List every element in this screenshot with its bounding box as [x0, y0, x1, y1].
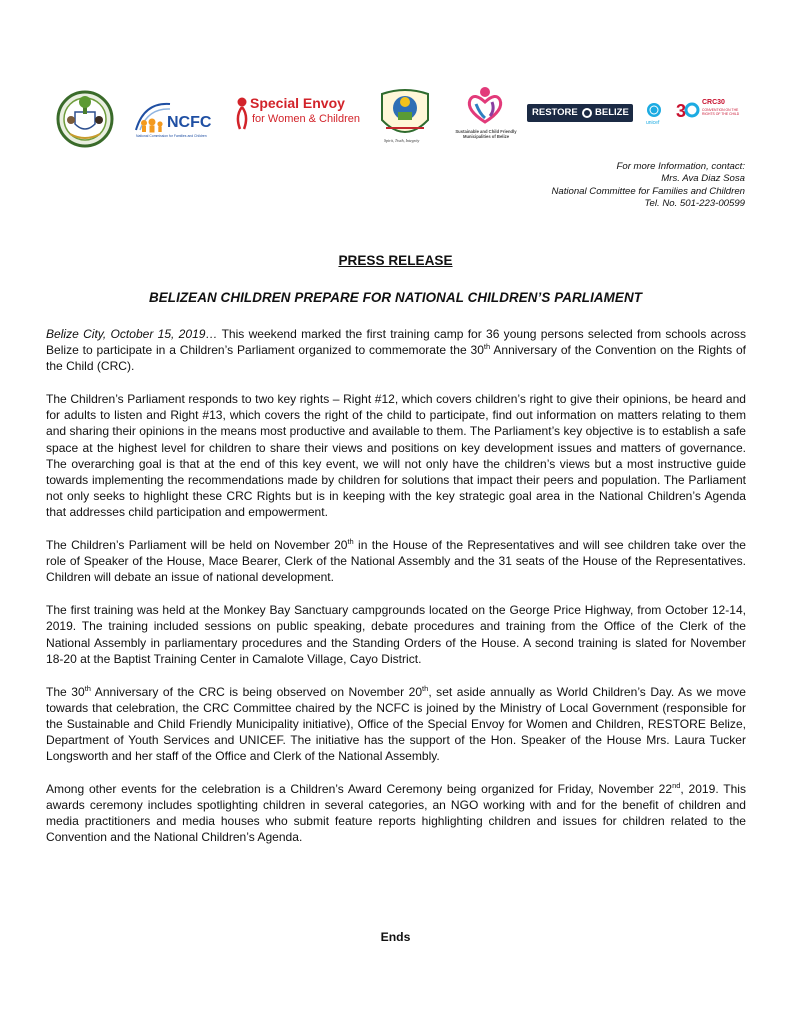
special-envoy-logo-icon — [232, 92, 366, 142]
restore-belize-logo-icon — [527, 104, 633, 122]
headline: BELIZEAN CHILDREN PREPARE FOR NATIONAL CHILDREN’S PARLIAMENT — [148, 290, 643, 305]
crc30-label: CRC30 — [702, 99, 725, 106]
paragraph-1: Belize City, October 15, 2019… This weekend marked the first training camp for 36 young persons selected from schools across Belize to participate in a Children’s Parliament organized to commemorate the 30th Anniversary of the Convention on the Rights of the Child (CRC). — [46, 327, 747, 374]
contact-intro: For more Information, contact: — [616, 161, 745, 172]
svg-text:3: 3 — [676, 101, 687, 121]
dateline: Belize City, October 15, 2019… — [46, 327, 218, 341]
paragraph-4: The first training was held at the Monkey Bay Sanctuary campgrounds located on the George Price Highway, from October 12-14, 2019. The training included sessions on public speaking, debate procedures and training from the Office of the Clerk of the National Assembly in parliamentary procedures and the Standing Orders of the House. A second training is slated for November 18-20 at the Baptist Training Center in Camalote Village, Cayo District. — [46, 603, 746, 666]
belize-coat-of-arms-icon — [56, 90, 114, 153]
ncfc-logo-icon — [130, 96, 220, 142]
unicef-crc30-logo-icon — [646, 96, 746, 132]
belize-label: BELIZE — [595, 107, 629, 118]
paragraph-3: The Children’s Parliament will be held on November 20th in the House of the Representatives and will see children take over the role of Speaker of the House, Mace Bearer, Clerk of the National Assembly and the 31 seats of the House of the Representatives. Children will debate an issue of national development. — [46, 537, 746, 585]
restore-label: RESTORE — [532, 107, 578, 118]
partner-logos — [56, 86, 746, 150]
contact-phone: Tel. No. 501-223-00599 — [644, 198, 745, 210]
paragraph-2: The Children’s Parliament responds to two key rights – Right #12, which covers children’s right to give their opinions, be heard and for adults to listen and Right #13, which covers the right of the child to participate, find out information on matters relating to them and sharing their opinions in the means most productive and available to them. The Parliament’s key objective is to establish a safe space at the highest level for children to share their views and positions on key development issues and matters of governance. The overarching goal is that at the end of this key event, we will not only have the children’s views but a most instructive guide towards implementing the recommendations made by children for solutions that impact their peers and population. The Parliament not only seeks to highlight these CRC Rights but is in keeping with the key strategic goal area in the National Children’s Agenda that addresses child participation and empowerment. — [46, 392, 746, 519]
ncfc-caption: National Commission for Families and Children — [136, 134, 207, 138]
envoy-line2: for Women & Children — [252, 113, 361, 125]
document-title: PRESS RELEASE — [338, 253, 453, 268]
municipality-caption: Sustainable and Child Friendly Municipalities of Belize — [455, 129, 517, 139]
paragraph-6: Among other events for the celebration is a Children’s Award Ceremony being organized for Friday, November 22nd, 2019. This awards ceremony includes spotlighting children in several categories, an NGO working with and for the benefit of children and media practitioners and media houses who submit feature reports highlighting children and issues for children related to the Convention and the National Children’s Agenda. — [46, 781, 746, 845]
unicef-label: unicef — [646, 120, 660, 126]
contact-organization: National Committee for Families and Children — [551, 185, 745, 197]
envoy-line1: Special Envoy — [250, 95, 345, 111]
contact-block — [551, 161, 745, 211]
ministry-crest-icon — [376, 86, 434, 153]
ncfc-wordmark: NCFC — [167, 114, 212, 131]
municipality-heart-icon — [449, 86, 521, 150]
paragraph-5: The 30th Anniversary of the CRC is being observed on November 20th, set aside annually as World Children’s Day. As we move towards that celebration, the CRC Committee chaired by the NCFC is joined by the Ministry of Local Government (responsible for the Sustainable and Child Friendly Municipality initiative), Office of the Special Envoy for Women and Children, RESTORE Belize, Department of Youth Services and UNICEF. The initiative has the support of the Hon. Speaker of the House Mrs. Laura Tucker Longsworth and her staff of the Office and Clerk of the National Assembly. — [46, 683, 746, 764]
crc30-caption: CONVENTION ON THE RIGHTS OF THE CHILD — [702, 108, 740, 116]
crest-motto: Spirit, Truth, Integrity — [384, 138, 420, 143]
ends-marker: Ends — [380, 930, 411, 944]
contact-name: Mrs. Ava Diaz Sosa — [661, 173, 745, 185]
press-release-body — [46, 326, 746, 862]
